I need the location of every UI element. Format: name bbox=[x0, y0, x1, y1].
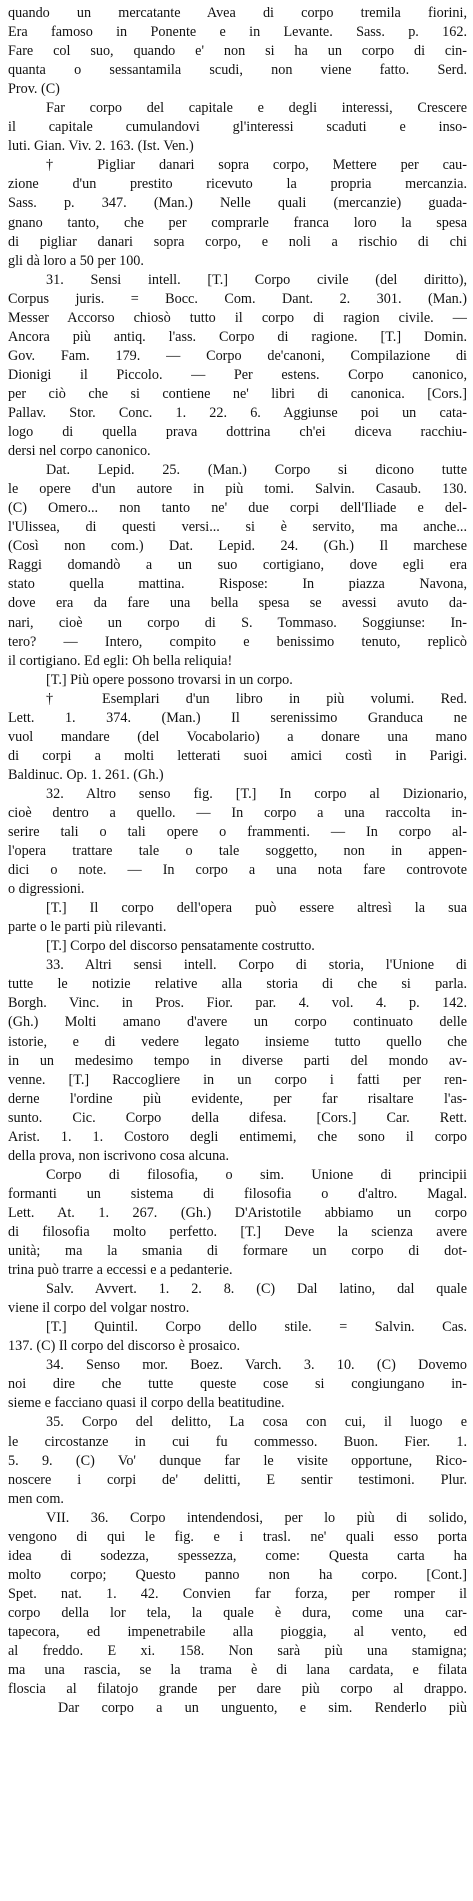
text-line: vuol mandare (del Vocabolario) a donare una mano bbox=[8, 728, 467, 745]
text-line: 5. 9. (C) Vo' dunque far le visite opportune, Rico- bbox=[8, 1452, 467, 1469]
text-line: logo di quella prava dottrina ch'ei diceva racchiu- bbox=[8, 424, 467, 441]
text-line: formanti un sistema di filosofia o d'altro. Magal. bbox=[8, 1185, 467, 1202]
text-line: [T.] Corpo del discorso pensatamente costrutto. bbox=[46, 938, 315, 955]
text-line: 32. Altro senso fig. [T.] In corpo al Dizionario, bbox=[46, 785, 467, 802]
text-line: trina può trarre a eccessi e a pedanterie. bbox=[8, 1262, 233, 1279]
text-line: vengono di qui le fig. e i trasl. ne' quali esso porta bbox=[8, 1528, 467, 1545]
text-line: Corpus juris. = Bocc. Com. Dant. 2. 301. (Man.) bbox=[8, 290, 467, 307]
text-line: 34. Senso mor. Boez. Varch. 3. 10. (C) Dovemo bbox=[46, 1357, 467, 1374]
text-line: Lett. At. 1. 267. (Gh.) D'Aristotile abbiamo un corpo bbox=[8, 1204, 467, 1221]
text-line: [T.] Più opere possono trovarsi in un corpo. bbox=[46, 671, 293, 688]
text-line: Dionigi il Piccolo. — Per estens. Corpo canonico, bbox=[8, 366, 467, 383]
text-line: † Esemplari d'un libro in più volumi. Red. bbox=[46, 690, 467, 707]
text-line: corpo della lor tela, la quale è dura, come una car- bbox=[8, 1604, 467, 1621]
text-line: ma una rascia, se la trama è di lana cardata, e filata bbox=[8, 1662, 467, 1679]
text-line: Fare col suo, quando e' non si ha un corpo di cin- bbox=[8, 43, 467, 60]
text-line: derne l'ordine più evidente, per far risaltare l'as- bbox=[8, 1090, 467, 1107]
text-line: men com. bbox=[8, 1490, 64, 1507]
text-line: (Gh.) Molti amano d'avere un corpo continuato delle bbox=[8, 1014, 467, 1031]
text-line: il cortigiano. Ed egli: Oh bella reliquia! bbox=[8, 652, 233, 669]
text-line: al freddo. E xi. 158. Non sarà più una stamigna; bbox=[8, 1643, 467, 1660]
text-line: Salv. Avvert. 1. 2. 8. (C) Dal latino, dal quale bbox=[46, 1281, 467, 1298]
text-line: Dat. Lepid. 25. (Man.) Corpo si dicono tutte bbox=[46, 462, 467, 479]
text-line: tutte le notizie relative alla storia di che si parla. bbox=[8, 976, 467, 993]
text-line: le opere d'un autore in più tomi. Salvin. Casaub. 130. bbox=[8, 481, 467, 498]
text-line: gli dà loro a 50 per 100. bbox=[8, 252, 144, 269]
text-line: Prov. (C) bbox=[8, 81, 60, 98]
text-line: parte o le parti più rilevanti. bbox=[8, 919, 167, 936]
text-line: il capitale cumulandovi gl'interessi scaduti e inso- bbox=[8, 119, 467, 136]
text-line: dici o note. — In corpo a una nota fare controvote bbox=[8, 862, 467, 879]
text-line: l'Ulissea, di questi versi... si è servito, ma anche... bbox=[8, 519, 467, 536]
text-line: gnano tanto, che per comprarle franca loro la spesa bbox=[8, 214, 467, 231]
text-line: di pigliar danari sopra corpo, e noli a rischio di chi bbox=[8, 233, 467, 250]
text-line: Spet. nat. 1. 42. Convien far forza, per romper il bbox=[8, 1585, 467, 1602]
text-line: tero? — Intero, compito e benissimo tenuto, replicò bbox=[8, 633, 467, 650]
text-line: l'opera trattare tale o tale soggetto, non in appen- bbox=[8, 843, 467, 860]
text-line: in un medesimo tempo in diverse parti del mondo av- bbox=[8, 1052, 467, 1069]
text-line: quando un mercatante Avea di corpo tremila fiorini, bbox=[8, 5, 467, 21]
text-line: 33. Altri sensi intell. Corpo di storia, l'Unione di bbox=[46, 957, 467, 974]
text-line: Pallav. Stor. Conc. 1. 22. 6. Aggiunse poi un cata- bbox=[8, 404, 467, 421]
text-line: dersi nel corpo canonico. bbox=[8, 443, 151, 460]
text-line: Raggi domandò a un suo cortigiano, dove egli era bbox=[8, 557, 467, 574]
text-line: stato quella mattina. Rispose: In piazza Navona, bbox=[8, 576, 467, 593]
text-line: Lett. 1. 374. (Man.) Il serenissimo Granduca ne bbox=[8, 709, 467, 726]
text-line: venne. [T.] Raccogliere in un corpo i fatti per ren- bbox=[8, 1071, 467, 1088]
text-line: 137. (C) Il corpo del discorso è prosaico. bbox=[8, 1338, 241, 1355]
text-line: noscere i corpi de' delitti, E sentir testimoni. Plur. bbox=[8, 1471, 467, 1488]
text-line: istorie, e di vedere legato insieme tutto quello che bbox=[8, 1033, 467, 1050]
text-line: Borgh. Vinc. in Pros. Fior. par. 4. vol. 4. p. 142. bbox=[8, 995, 467, 1012]
text-line: di corpi a molti letterati suoi amici costì in Parigi. bbox=[8, 747, 467, 764]
text-line: Arist. 1. 1. Costoro degli entimemi, che sono il corpo bbox=[8, 1128, 467, 1145]
text-line: unità; ma la smania di formare un corpo di dot- bbox=[8, 1243, 467, 1260]
text-line: della prova, non iscrivono cosa alcuna. bbox=[8, 1147, 230, 1164]
text-line: (Così non com.) Dat. Lepid. 24. (Gh.) Il marchese bbox=[8, 538, 467, 555]
text-line: idea di sodezza, spessezza, come: Questa carta ha bbox=[8, 1547, 467, 1564]
text-line: floscia al filatojo grande per dare più corpo al drappo. bbox=[8, 1681, 467, 1698]
text-line: viene il corpo del volgar nostro. bbox=[8, 1300, 190, 1317]
text-line: luti. Gian. Viv. 2. 163. (Ist. Ven.) bbox=[8, 138, 194, 155]
text-line: sunto. Cic. Corpo della difesa. [Cors.] Car. Rett. bbox=[8, 1109, 467, 1126]
text-line: tapecora, ed impenetrabile alla pioggia, al vento, ed bbox=[8, 1623, 467, 1640]
text-line: 31. Sensi intell. [T.] Corpo civile (del diritto), bbox=[46, 271, 467, 288]
text-line: VII. 36. Corpo intendendosi, per lo più di solido, bbox=[46, 1509, 467, 1526]
text-line: Corpo di filosofia, o sim. Unione di principii bbox=[46, 1166, 467, 1183]
text-line: Messer Accorso chiosò tutto il corpo di ragion civile. — bbox=[8, 309, 467, 326]
text-line: 35. Corpo del delitto, La cosa con cui, il luogo e bbox=[46, 1414, 467, 1431]
text-line: quanta o sessantamila scudi, non viene fatto. Serd. bbox=[8, 62, 467, 79]
text-line: serire tali o tali opere o frammenti. — In corpo al- bbox=[8, 824, 467, 841]
text-line: o digressioni. bbox=[8, 881, 85, 898]
text-line: † Pigliar danari sopra corpo, Mettere per cau- bbox=[46, 157, 467, 174]
text-line: noi dire che tutte queste cose si congiungano in- bbox=[8, 1376, 467, 1393]
text-line: Far corpo del capitale e degli interessi, Crescere bbox=[46, 100, 467, 117]
text-line: [T.] Quintil. Corpo dello stile. = Salvin. Cas. bbox=[46, 1319, 467, 1336]
text-line: (C) Omero... non tanto ne' due corpi dell'Iliade e del- bbox=[8, 500, 467, 517]
text-line: cioè dentro a quello. — In corpo a una raccolta in- bbox=[8, 804, 467, 821]
text-line: Gov. Fam. 179. — Corpo de'canoni, Compilazione di bbox=[8, 347, 467, 364]
text-line: le circostanze in cui fu commesso. Buon. Fier. 1. bbox=[8, 1433, 467, 1450]
text-line: Era famoso in Ponente e in Levante. Sass. p. 162. bbox=[8, 24, 467, 41]
text-line: di filosofia molto perfetto. [T.] Deve la scienza avere bbox=[8, 1224, 467, 1240]
text-line: Ancora più antiq. l'ass. Corpo di ragione. [T.] Domin. bbox=[8, 328, 467, 345]
text-line: sieme e facciano quasi il corpo della beatitudine. bbox=[8, 1395, 285, 1412]
text-line: dove era da fare una bella spesa se avessi avuto da- bbox=[8, 595, 467, 612]
text-line: per ciò che si contiene ne' libri di canonica. [Cors.] bbox=[8, 385, 467, 402]
text-line: Baldinuc. Op. 1. 261. (Gh.) bbox=[8, 766, 164, 783]
text-line: Dar corpo a un unguento, e sim. Renderlo più bbox=[58, 1700, 467, 1717]
text-line: nari, cioè un corpo di S. Tommaso. Soggiunse: In- bbox=[8, 614, 467, 631]
text-line: [T.] Il corpo dell'opera può essere altresì la sua bbox=[46, 900, 467, 917]
text-line: molto corpo; Questo panno non ha corpo. [Cont.] bbox=[8, 1566, 467, 1583]
text-line: zione d'un prestito ricevuto la propria mercanzia. bbox=[8, 176, 467, 193]
text-line: Sass. p. 347. (Man.) Nelle quali (mercanzie) guada- bbox=[8, 195, 467, 212]
